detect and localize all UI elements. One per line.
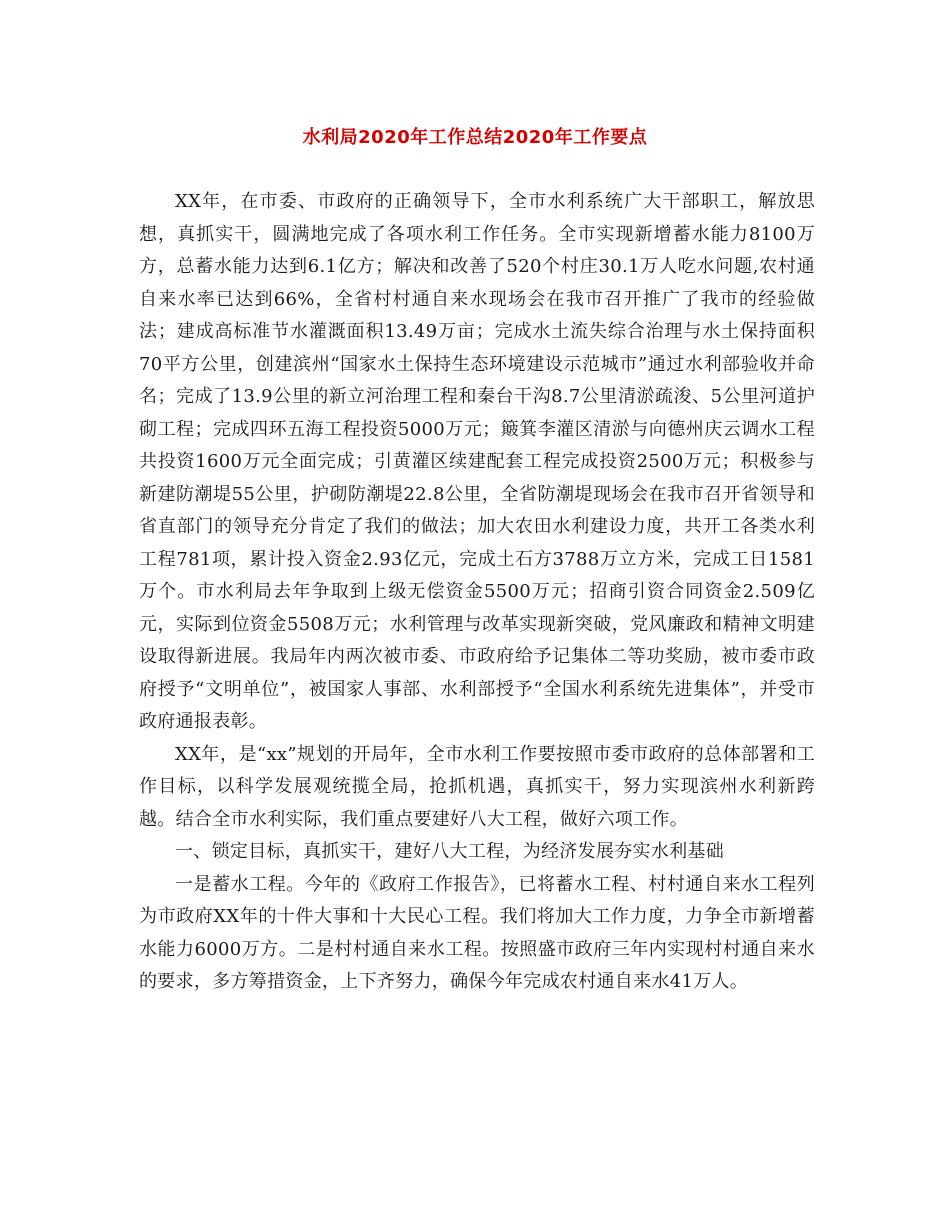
paragraph-plan-intro: XX年，是“xx”规划的开局年，全市水利工作要按照市委市政府的总体部署和工作目标，以科学发展观统揽全局，抢抓机遇，真抓实干，努力实现滨州水利新跨越。结合全市水利实际，我们重点要建好八大工程，做好六项工作。: [139, 743, 815, 830]
document-body: [139, 186, 815, 999]
document-title: 水利局2020年工作总结2020年工作要点: [302, 127, 648, 148]
section-heading-one: 一、锁定目标，真抓实干，建好八大工程，为经济发展夯实水利基础: [175, 841, 724, 862]
paragraph-projects: 一是蓄水工程。今年的《政府工作报告》，已将蓄水工程、村村通自来水工程列为市政府XX年的十件大事和十大民心工程。我们将加大工作力度，力争全市新增蓄水能力6000万方。二是村村通自来水工程。按照盛市政府三年内实现村村通自来水的要求，多方筹措资金，上下齐努力，确保今年完成农村通自来水41万人。: [139, 873, 815, 992]
paragraph-summary: XX年，在市委、市政府的正确领导下，全市水利系统广大干部职工，解放思想，真抓实干，圆满地完成了各项水利工作任务。全市实现新增蓄水能力8100万方，总蓄水能力达到6.1亿方；解决和改善了520个村庄30.1万人吃水问题,农村通自来水率已达到66%，全省村村通自来水现场会在我市召开推广了我市的经验做法；建成高标准节水灌溉面积13.49万亩；完成水土流失综合治理与水土保持面积70平方公里，创建滨州“国家水土保持生态环境建设示范城市”通过水利部验收并命名；完成了13.9公里的新立河治理工程和秦台干沟8.7公里清淤疏浚、5公里河道护砌工程；完成四环五海工程投资5000万元；簸箕李灌区清淤与向德州庆云调水工程共投资1600万元全面完成；引黄灌区续建配套工程完成投资2500万元；积极参与新建防潮堤55公里，护砌防潮堤22.8公里，全省防潮堤现场会在我市召开省领导和省直部门的领导充分肯定了我们的做法；加大农田水利建设力度，共开工各类水利工程781项，累计投入资金2.93亿元，完成土石方3788万立方米，完成工日1581万个。市水利局去年争取到上级无偿资金5500万元；招商引资合同资金2.509亿元，实际到位资金5508万元；水利管理与改革实现新突破，党风廉政和精神文明建设取得新进展。我局年内两次被市委、市政府给予记集体二等功奖励，被市委市政府授予“文明单位”，被国家人事部、水利部授予“全国水利系统先进集体”，并受市政府通报表彰。: [139, 191, 815, 732]
